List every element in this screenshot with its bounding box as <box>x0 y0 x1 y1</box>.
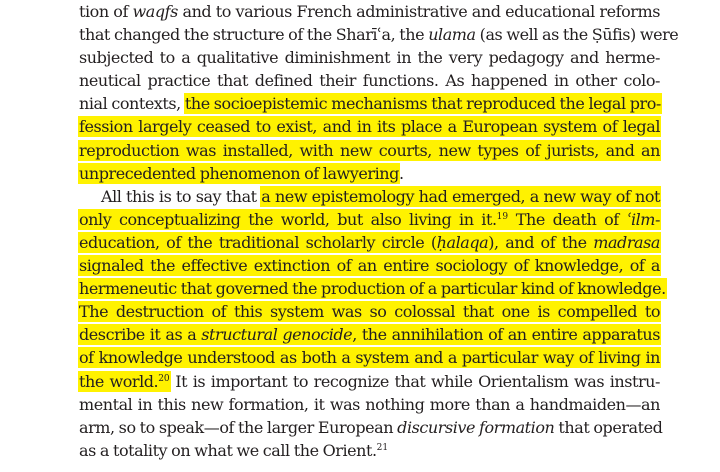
text-line: that changed the structure of the Sharīʿa, the ulama (as well as the Ṣūfis) were <box>79 25 679 45</box>
highlighted-text: signaled the effective extinction of an entire sociology of knowledge, of a <box>79 256 660 276</box>
text-line <box>79 323 660 346</box>
text-line <box>79 231 660 254</box>
highlighted-text: reproduction was installed, with new courts, new types of jurists, and an <box>79 140 660 160</box>
text-line <box>79 277 666 300</box>
text-line: tion of waqfs and to various French administrative and educational reforms <box>79 2 660 21</box>
highlighted-text: education, of the traditional scholarly circle (ḥalaqa), and of the madrasa <box>79 232 660 252</box>
text-line <box>79 254 660 277</box>
highlighted-text: only conceptualizing the world, but also living in it.$^{19}$ The death of ʿilm- <box>79 209 660 229</box>
highlighted-text: hermeneutic that governed the production of a particular kind of knowledge. <box>79 279 666 299</box>
text-line: unprecedented phenomenon of lawyering. <box>79 163 404 183</box>
footnote-ref-19: 19 <box>496 211 509 222</box>
highlighted-text: The destruction of this system was so colossal that one is compelled to <box>79 302 660 322</box>
paragraph-1 <box>79 0 679 185</box>
highlighted-text: fession largely ceased to exist, and in its place a European system of legal <box>79 117 660 137</box>
text-line <box>79 115 660 138</box>
text-line: All this is to say that a new epistemology had emerged, a new way of not <box>101 186 660 206</box>
text-line: the world.$^{20}$ It is important to recognize that while Orientalism was instru- <box>79 371 660 391</box>
highlighted-text: describe it as a structural genocide, the annihilation of an entire apparatus <box>79 325 660 345</box>
footnote-ref-21: 21 <box>376 442 389 453</box>
highlighted-text: unprecedented phenomenon of lawyering <box>79 163 399 183</box>
text-line: subjected to a qualitative diminishment in the very pedagogy and herme- <box>79 48 660 68</box>
text-line: neutical practice that defined their functions. As happened in other colo- <box>79 71 660 91</box>
text-line <box>79 208 660 231</box>
text-line: as a totality on what we call the Orient.$^{21}$ <box>79 440 389 460</box>
highlighted-text: a new epistemology had emerged, a new way of not <box>261 186 660 206</box>
text-line: mental in this new formation, it was nothing more than a handmaiden—an <box>79 394 660 414</box>
footnote-ref-20: 20 <box>158 373 170 384</box>
highlighted-text: the socioepistemic mechanisms that reproduced the legal pro- <box>184 94 661 114</box>
text-line <box>79 346 660 369</box>
paragraph-2 <box>79 185 666 462</box>
text-line: arm, so to speak—of the larger European discursive formation that operated <box>79 417 663 437</box>
text-line: nial contexts, the socioepistemic mechanisms that reproduced the legal pro- <box>79 94 661 114</box>
highlighted-text: the world.$^{20}$ <box>79 371 170 391</box>
text-line <box>79 300 660 323</box>
highlighted-text: of knowledge understood as both a system and a particular way of living in <box>79 348 660 368</box>
text-line <box>79 139 660 162</box>
